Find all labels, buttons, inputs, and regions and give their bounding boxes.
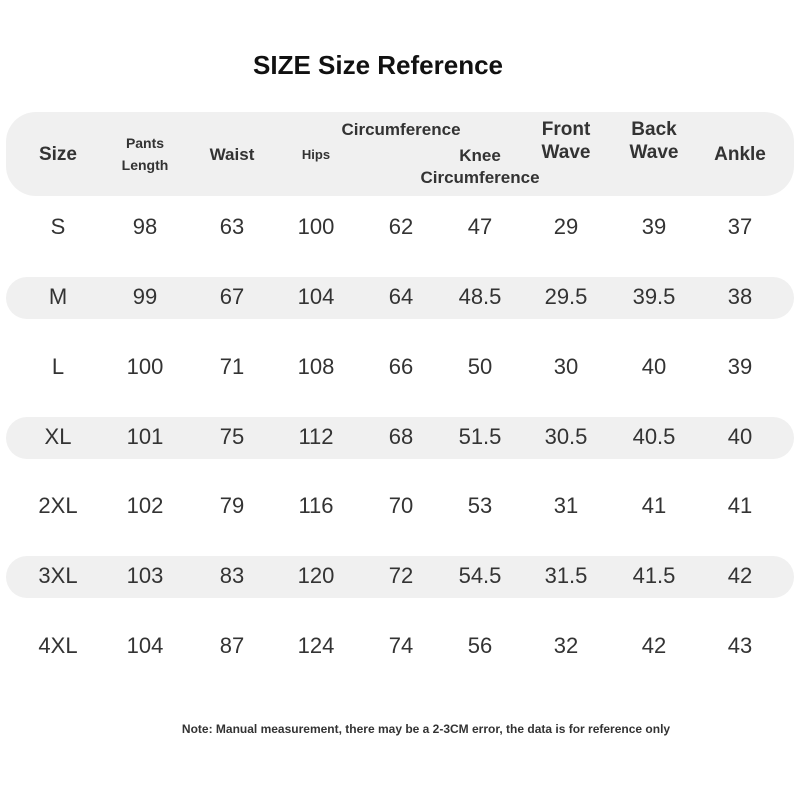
table-cell: 63 (219, 214, 245, 239)
measurement-note: Note: Manual measurement, there may be a 2-3CM error, the data is for reference only (181, 722, 671, 736)
table-cell: 37 (727, 214, 753, 239)
header-knee-circumference: Knee Circumference (420, 146, 540, 187)
table-cell: 124 (297, 633, 335, 658)
table-cell: 70 (388, 493, 414, 518)
header-front-wave: Wave (541, 142, 591, 163)
table-cell: 38 (727, 284, 753, 309)
table-cell: 108 (297, 354, 335, 379)
table-cell: 39 (641, 214, 667, 239)
table-cell: 4XL (38, 633, 78, 658)
table-cell: 41 (727, 493, 753, 518)
table-row (0, 354, 800, 384)
chart-title: SIZE Size Reference (253, 50, 503, 80)
table-cell: 75 (219, 424, 245, 449)
table-cell: 87 (219, 633, 245, 658)
header-back-wave: Wave (629, 142, 679, 163)
table-cell: XL (44, 424, 72, 449)
header-size: Size (38, 144, 78, 165)
table-cell: 62 (388, 214, 414, 239)
table-cell: 104 (126, 633, 164, 658)
table-cell: 98 (132, 214, 158, 239)
table-cell: 83 (219, 563, 245, 588)
table-cell: 29 (553, 214, 579, 239)
table-row (0, 633, 800, 663)
table-cell: 72 (388, 563, 414, 588)
header-back: Back (631, 119, 677, 140)
table-cell: 104 (297, 284, 335, 309)
table-cell: 74 (388, 633, 414, 658)
table-cell: 47 (467, 214, 493, 239)
table-cell: 30.5 (544, 424, 588, 449)
header-circumference: Circumference (341, 120, 461, 139)
table-cell: 43 (727, 633, 753, 658)
table-cell: 116 (298, 493, 334, 518)
table-row (0, 424, 800, 454)
table-cell: 101 (126, 424, 164, 449)
table-cell: 66 (388, 354, 414, 379)
table-cell: 68 (388, 424, 414, 449)
table-cell: 102 (126, 493, 164, 518)
table-cell: 67 (219, 284, 245, 309)
table-cell: 2XL (38, 493, 78, 518)
table-cell: 40 (727, 424, 753, 449)
table-cell: 48.5 (458, 284, 502, 309)
table-cell: 64 (388, 284, 414, 309)
table-cell: 54.5 (458, 563, 502, 588)
table-cell: L (51, 354, 65, 379)
table-cell: 50 (467, 354, 493, 379)
table-cell: 120 (297, 563, 335, 588)
table-cell: 79 (219, 493, 245, 518)
table-row (0, 563, 800, 593)
table-cell: 103 (126, 563, 164, 588)
table-cell: 53 (467, 493, 493, 518)
table-cell: 71 (219, 354, 245, 379)
table-cell: 112 (298, 424, 334, 449)
table-cell: S (50, 214, 66, 239)
table-cell: 51.5 (458, 424, 502, 449)
table-cell: 42 (727, 563, 753, 588)
table-cell: 99 (132, 284, 158, 309)
table-cell: 40.5 (632, 424, 676, 449)
table-cell: 100 (126, 354, 164, 379)
header-pants-length: Pants Length (121, 135, 169, 173)
table-cell: 29.5 (544, 284, 588, 309)
table-cell: 32 (553, 633, 579, 658)
table-cell: 39 (727, 354, 753, 379)
table-cell: 41.5 (632, 563, 676, 588)
table-cell: 41 (641, 493, 667, 518)
table-cell: 42 (641, 633, 667, 658)
table-cell: 56 (467, 633, 493, 658)
table-cell: 31 (553, 493, 579, 518)
table-row (0, 284, 800, 314)
table-cell: 39.5 (632, 284, 676, 309)
table-cell: 40 (641, 354, 667, 379)
table-cell: 31.5 (544, 563, 588, 588)
table-cell: 30 (553, 354, 579, 379)
header-hips: Hips (301, 147, 331, 162)
header-ankle: Ankle (714, 144, 766, 165)
header-waist: Waist (209, 145, 255, 164)
table-cell: 3XL (38, 563, 78, 588)
table-cell: M (48, 284, 68, 309)
table-row (0, 214, 800, 244)
table-row (0, 493, 800, 523)
table-cell: 100 (297, 214, 335, 239)
header-front: Front (541, 119, 591, 140)
